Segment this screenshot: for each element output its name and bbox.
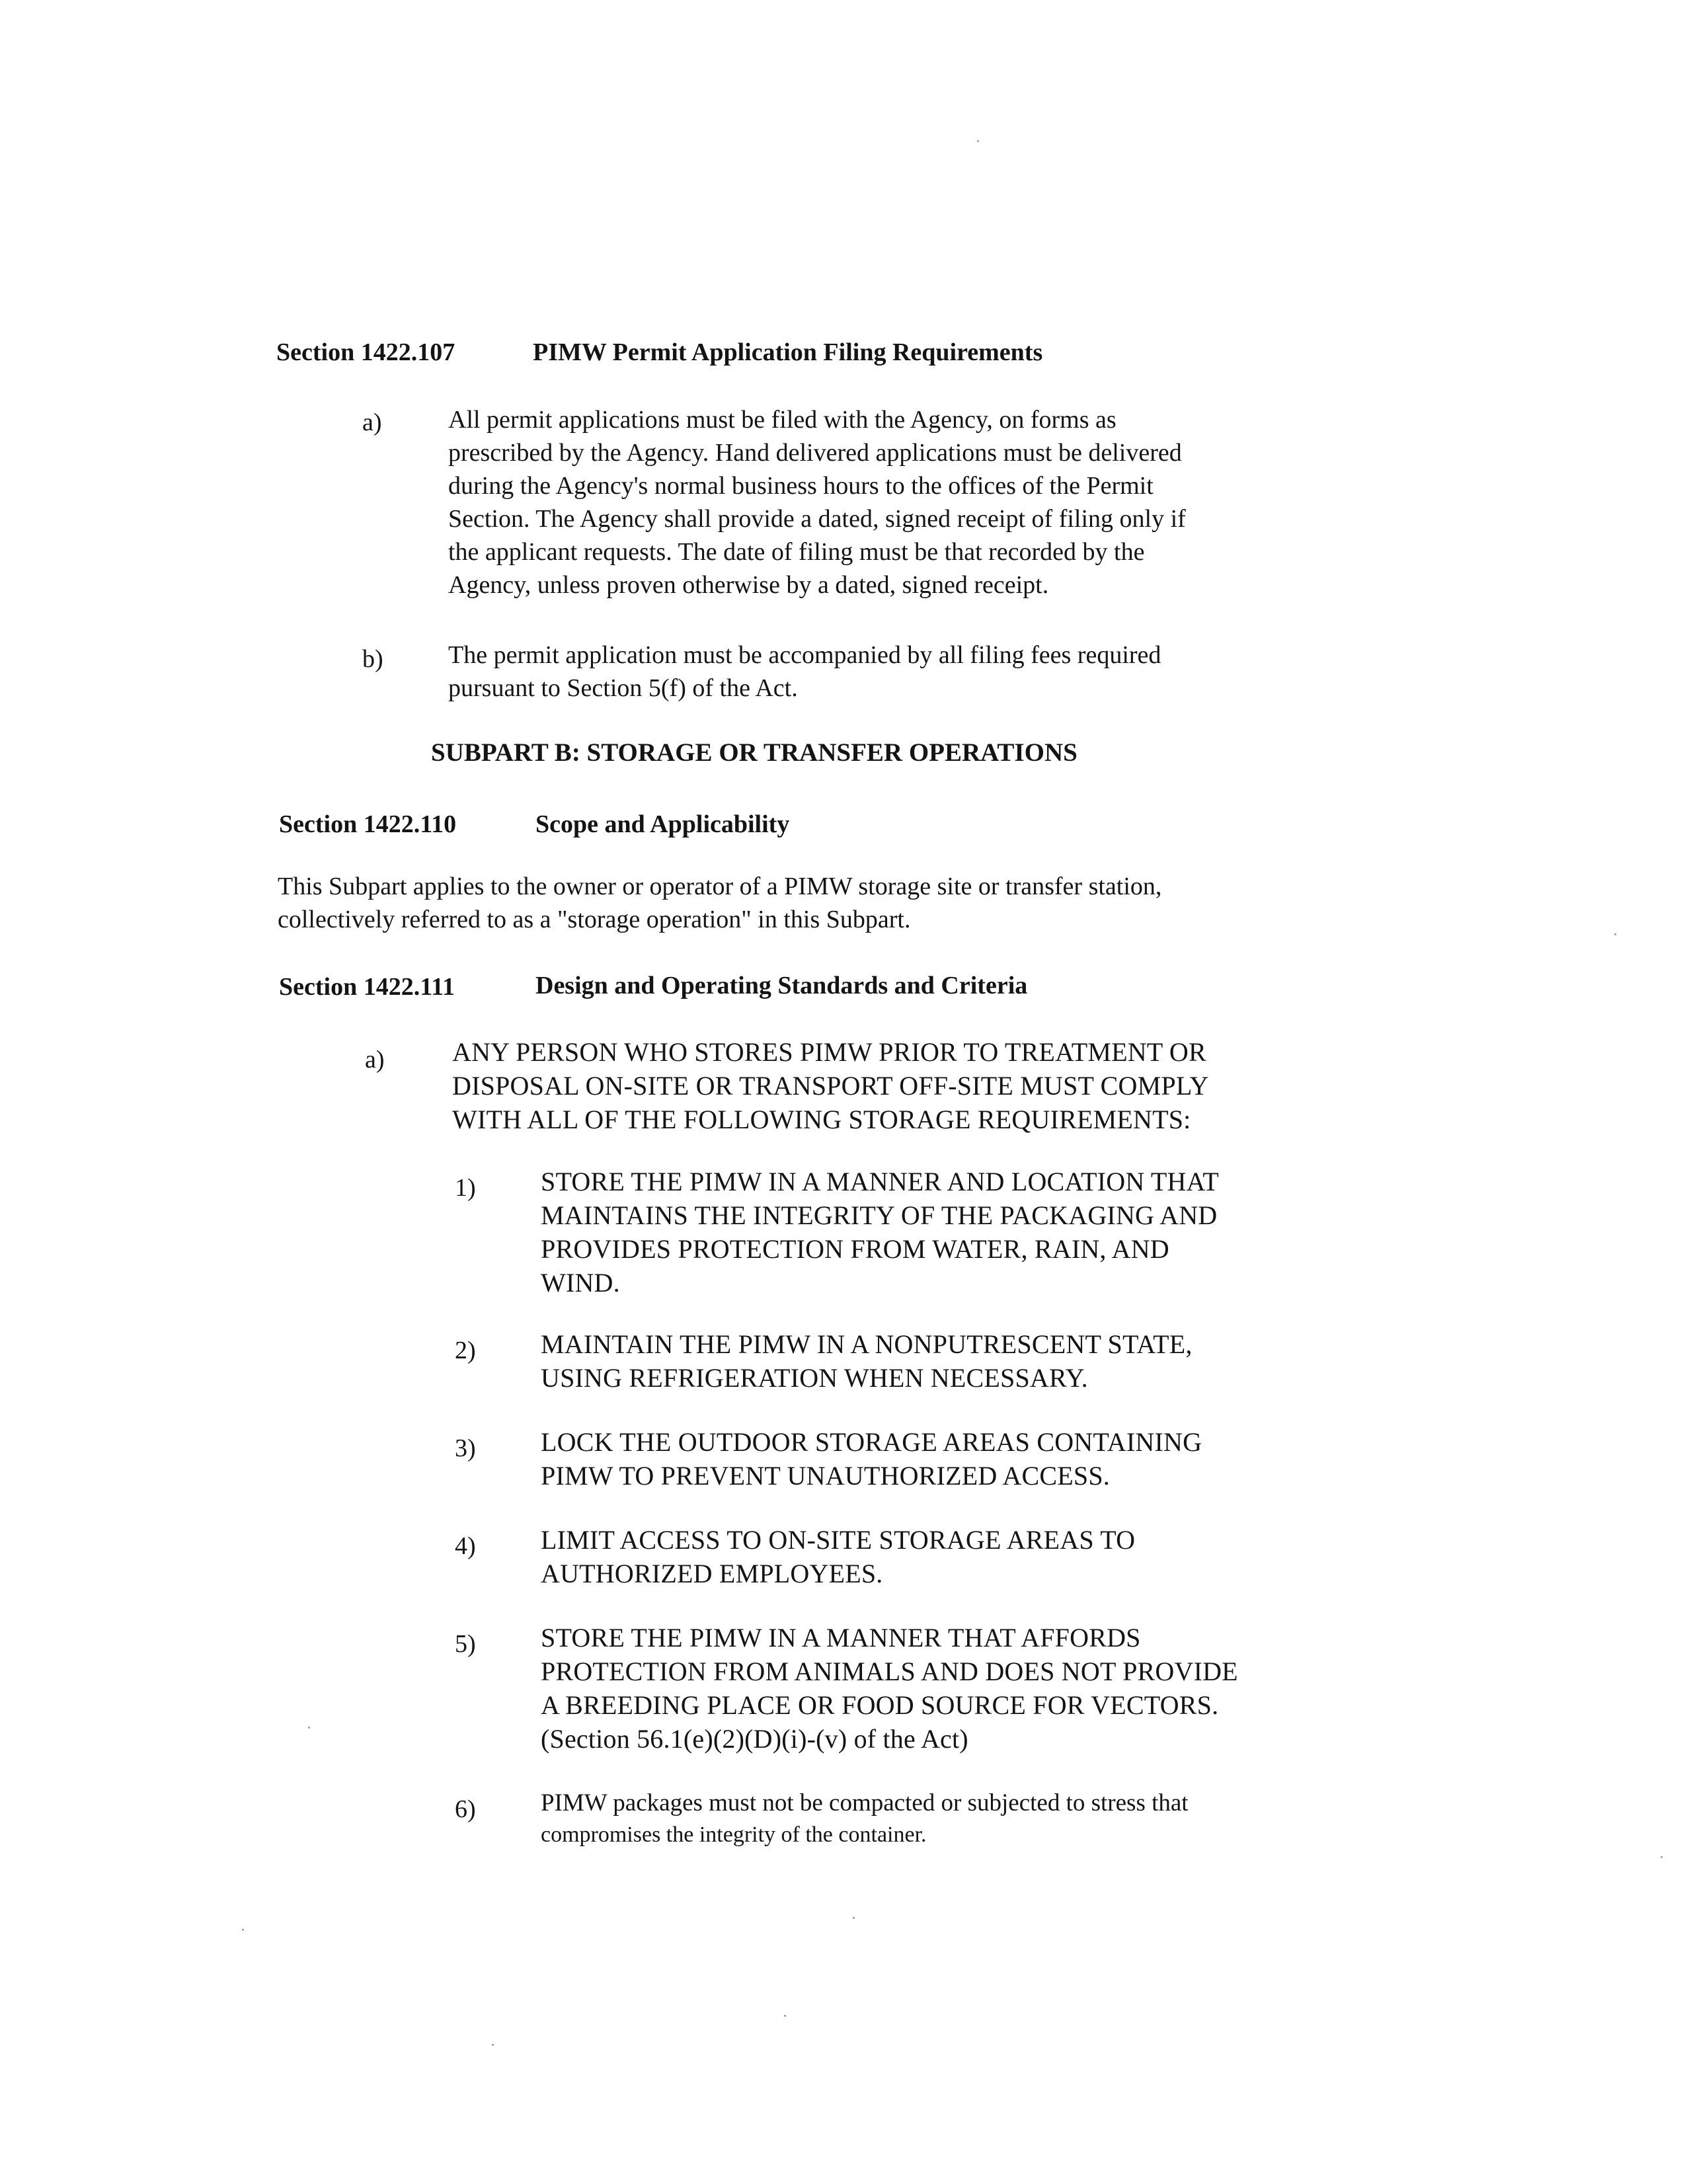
scan-speck <box>784 2015 786 2017</box>
text-line: prescribed by the Agency. Hand delivered applications must be delivered <box>448 439 1182 467</box>
item-2-marker: 2) <box>455 1337 476 1364</box>
section-107-title: PIMW Permit Application Filing Requirements <box>533 338 1043 366</box>
text-line: during the Agency's normal business hours to the offices of the Permit <box>448 472 1154 500</box>
text-line: This Subpart applies to the owner or operator of a PIMW storage site or transfer station, <box>278 873 1162 900</box>
text-line: STORE THE PIMW IN A MANNER AND LOCATION THAT <box>541 1167 1219 1196</box>
item-5-paragraph <box>541 1621 1238 1756</box>
section-111-title: Design and Operating Standards and Criteria <box>535 972 1028 999</box>
item-1-marker: 1) <box>455 1174 476 1202</box>
section-107-a-marker: a) <box>362 409 382 436</box>
text-line: WITH ALL OF THE FOLLOWING STORAGE REQUIREMENTS: <box>452 1105 1191 1134</box>
text-line: PROTECTION FROM ANIMALS AND DOES NOT PROVIDE <box>541 1657 1238 1686</box>
section-111-a-marker: a) <box>365 1046 385 1073</box>
item-6-marker: 6) <box>455 1795 476 1823</box>
item-6-paragraph <box>541 1787 1189 1851</box>
text-line: Agency, unless proven otherwise by a dated, signed receipt. <box>448 571 1049 599</box>
section-111-a-paragraph <box>452 1035 1209 1136</box>
text-line: pursuant to Section 5(f) of the Act. <box>448 674 798 702</box>
section-110-title: Scope and Applicability <box>535 810 790 838</box>
text-line: PIMW TO PREVENT UNAUTHORIZED ACCESS. <box>541 1461 1110 1491</box>
item-3-paragraph <box>541 1425 1202 1493</box>
text-line: USING REFRIGERATION WHEN NECESSARY. <box>541 1363 1088 1393</box>
section-110-paragraph <box>278 870 1161 936</box>
scan-speck <box>242 1929 244 1931</box>
item-5-marker: 5) <box>455 1630 476 1658</box>
text-line: collectively referred to as a "storage operation" in this Subpart. <box>278 906 911 933</box>
scan-speck <box>977 140 979 142</box>
text-line: the applicant requests. The date of filing must be that recorded by the <box>448 538 1145 566</box>
text-line: LIMIT ACCESS TO ON-SITE STORAGE AREAS TO <box>541 1525 1136 1555</box>
item-4-paragraph <box>541 1523 1135 1590</box>
section-107-a-paragraph <box>448 403 1186 602</box>
section-107-number: Section 1422.107 <box>276 338 455 366</box>
text-line: compromises the integrity of the container. <box>541 1822 927 1847</box>
item-2-paragraph <box>541 1327 1193 1395</box>
text-line: PIMW packages must not be compacted or subjected to stress that <box>541 1789 1189 1816</box>
text-line: A BREEDING PLACE OR FOOD SOURCE FOR VECTORS. <box>541 1690 1219 1720</box>
scan-speck <box>1661 1856 1663 1858</box>
scan-speck <box>308 1727 310 1729</box>
text-line: DISPOSAL ON-SITE OR TRANSPORT OFF-SITE MUST COMPLY <box>452 1071 1209 1101</box>
text-line: AUTHORIZED EMPLOYEES. <box>541 1559 883 1588</box>
section-107-b-marker: b) <box>362 645 383 673</box>
item-1-paragraph <box>541 1165 1219 1300</box>
text-line: STORE THE PIMW IN A MANNER THAT AFFORDS <box>541 1623 1141 1653</box>
text-line: MAINTAIN THE PIMW IN A NONPUTRESCENT STATE, <box>541 1329 1193 1359</box>
text-line: LOCK THE OUTDOOR STORAGE AREAS CONTAINING <box>541 1427 1202 1457</box>
scan-speck <box>1614 933 1616 935</box>
item-3-marker: 3) <box>455 1434 476 1462</box>
text-line: Section. The Agency shall provide a dated, signed receipt of filing only if <box>448 505 1186 533</box>
text-line: MAINTAINS THE INTEGRITY OF THE PACKAGING AND <box>541 1200 1218 1230</box>
text-line: ANY PERSON WHO STORES PIMW PRIOR TO TREATMENT OR <box>452 1037 1206 1067</box>
section-107-b-paragraph <box>448 639 1161 705</box>
scan-speck <box>853 1917 855 1919</box>
section-111-number: Section 1422.111 <box>279 973 455 1001</box>
item-4-marker: 4) <box>455 1532 476 1560</box>
text-line: PROVIDES PROTECTION FROM WATER, RAIN, AND <box>541 1234 1169 1264</box>
section-110-number: Section 1422.110 <box>279 810 457 838</box>
text-line: (Section 56.1(e)(2)(D)(i)-(v) of the Act) <box>541 1724 968 1754</box>
text-line: WIND. <box>541 1268 620 1298</box>
scan-speck <box>492 2044 494 2046</box>
subpart-heading: SUBPART B: STORAGE OR TRANSFER OPERATIONS <box>431 738 1078 767</box>
text-line: The permit application must be accompanied by all filing fees required <box>448 641 1161 669</box>
text-line: All permit applications must be filed with the Agency, on forms as <box>448 406 1117 434</box>
